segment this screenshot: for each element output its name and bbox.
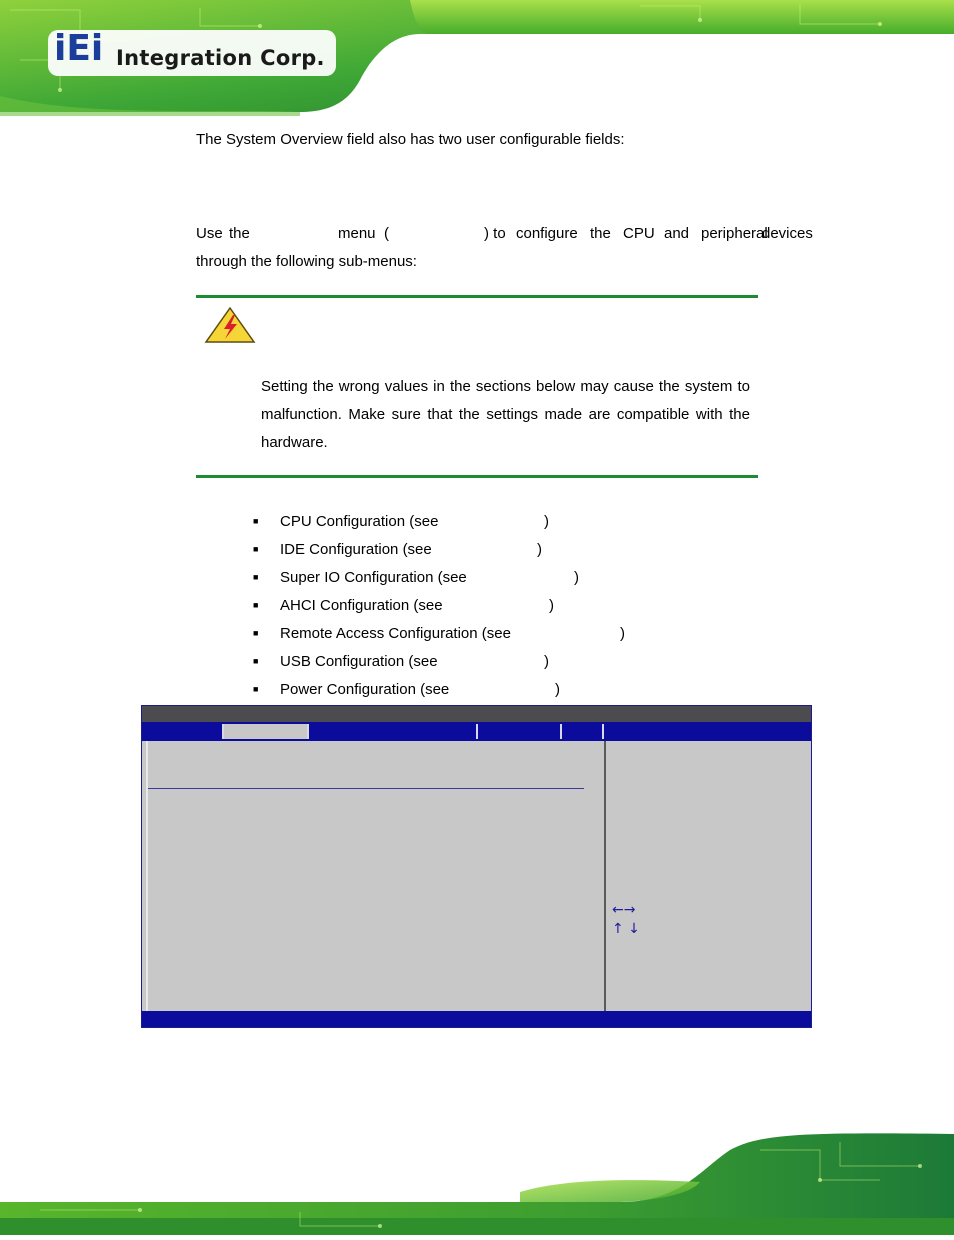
- bullet-mark: ■: [253, 656, 259, 666]
- bullet-mark: ■: [253, 684, 259, 694]
- bullet-mark: ■: [253, 600, 259, 610]
- word-open-paren: (: [384, 225, 389, 242]
- list-item: [253, 653, 549, 670]
- bullet-mark: ■: [253, 628, 259, 638]
- word-devices: devices: [762, 225, 813, 242]
- warning-top-rule: [196, 295, 758, 298]
- bios-menu-bar: [142, 722, 811, 741]
- bullet-mark: ■: [253, 516, 259, 526]
- bullet-close: ): [555, 681, 560, 698]
- bios-title-bar: [142, 706, 811, 722]
- bios-status-bar: [142, 1011, 811, 1027]
- list-item: [253, 597, 554, 614]
- intro-text: The System Overview field also has two user configurable fields:: [196, 131, 625, 148]
- bullet-label: Remote Access Configuration (see: [280, 625, 511, 642]
- bios-settings-panel: [146, 741, 604, 1011]
- sub-menus-text: through the following sub-menus:: [196, 253, 417, 270]
- logo-text: Integration Corp.: [116, 46, 325, 70]
- word-cpu: CPU: [623, 225, 655, 242]
- company-logo: [48, 30, 348, 80]
- bullet-label: AHCI Configuration (see: [280, 597, 443, 614]
- up-down-arrows-icon: ↑ ↓: [612, 921, 640, 937]
- footer-graphic: [0, 1130, 954, 1235]
- word-use: Use: [196, 225, 223, 242]
- word-menu: menu: [338, 225, 376, 242]
- list-item: [253, 513, 549, 530]
- word-the: the: [229, 225, 250, 242]
- bullet-close: ): [537, 541, 542, 558]
- bullet-label: Super IO Configuration (see: [280, 569, 467, 586]
- bios-tab-boot[interactable]: [478, 724, 562, 739]
- footer-banner: [0, 1130, 954, 1235]
- bios-divider: [148, 788, 584, 789]
- list-item: [253, 569, 579, 586]
- bullet-close: ): [574, 569, 579, 586]
- left-right-arrows-icon: ←→: [612, 902, 636, 918]
- bullet-label: Power Configuration (see: [280, 681, 450, 698]
- warning-icon: [204, 306, 256, 344]
- use-advanced-line: [196, 220, 814, 248]
- logo-mark: iEi: [54, 28, 104, 69]
- bios-tab-security[interactable]: [562, 724, 604, 739]
- warning-bottom-rule: [196, 475, 758, 478]
- bullet-close: ): [544, 513, 549, 530]
- word-peripheral: peripheral: [701, 225, 768, 242]
- bullet-label: USB Configuration (see: [280, 653, 438, 670]
- bullet-close: ): [549, 597, 554, 614]
- bullet-label: CPU Configuration (see: [280, 513, 439, 530]
- list-item: [253, 541, 542, 558]
- bios-screenshot: [141, 705, 812, 1028]
- list-item: [253, 625, 625, 642]
- bullet-mark: ■: [253, 544, 259, 554]
- warning-text: Setting the wrong values in the sections below may cause the system to malfunction. Make sure that the settings made are compatible with the hardware.: [261, 378, 750, 451]
- bullet-close: ): [544, 653, 549, 670]
- word-the-2: the: [590, 225, 611, 242]
- bullet-close: ): [620, 625, 625, 642]
- bullet-mark: ■: [253, 572, 259, 582]
- bullet-label: IDE Configuration (see: [280, 541, 432, 558]
- bios-tab-advanced[interactable]: [224, 724, 309, 739]
- bios-tab-pcipnp[interactable]: [309, 724, 478, 739]
- bios-tab-main[interactable]: [142, 724, 224, 739]
- word-configure: configure: [516, 225, 578, 242]
- list-item: [253, 681, 560, 698]
- bios-help-panel: [604, 741, 811, 1011]
- word-close-to: ) to: [484, 225, 506, 242]
- word-and: and: [664, 225, 690, 242]
